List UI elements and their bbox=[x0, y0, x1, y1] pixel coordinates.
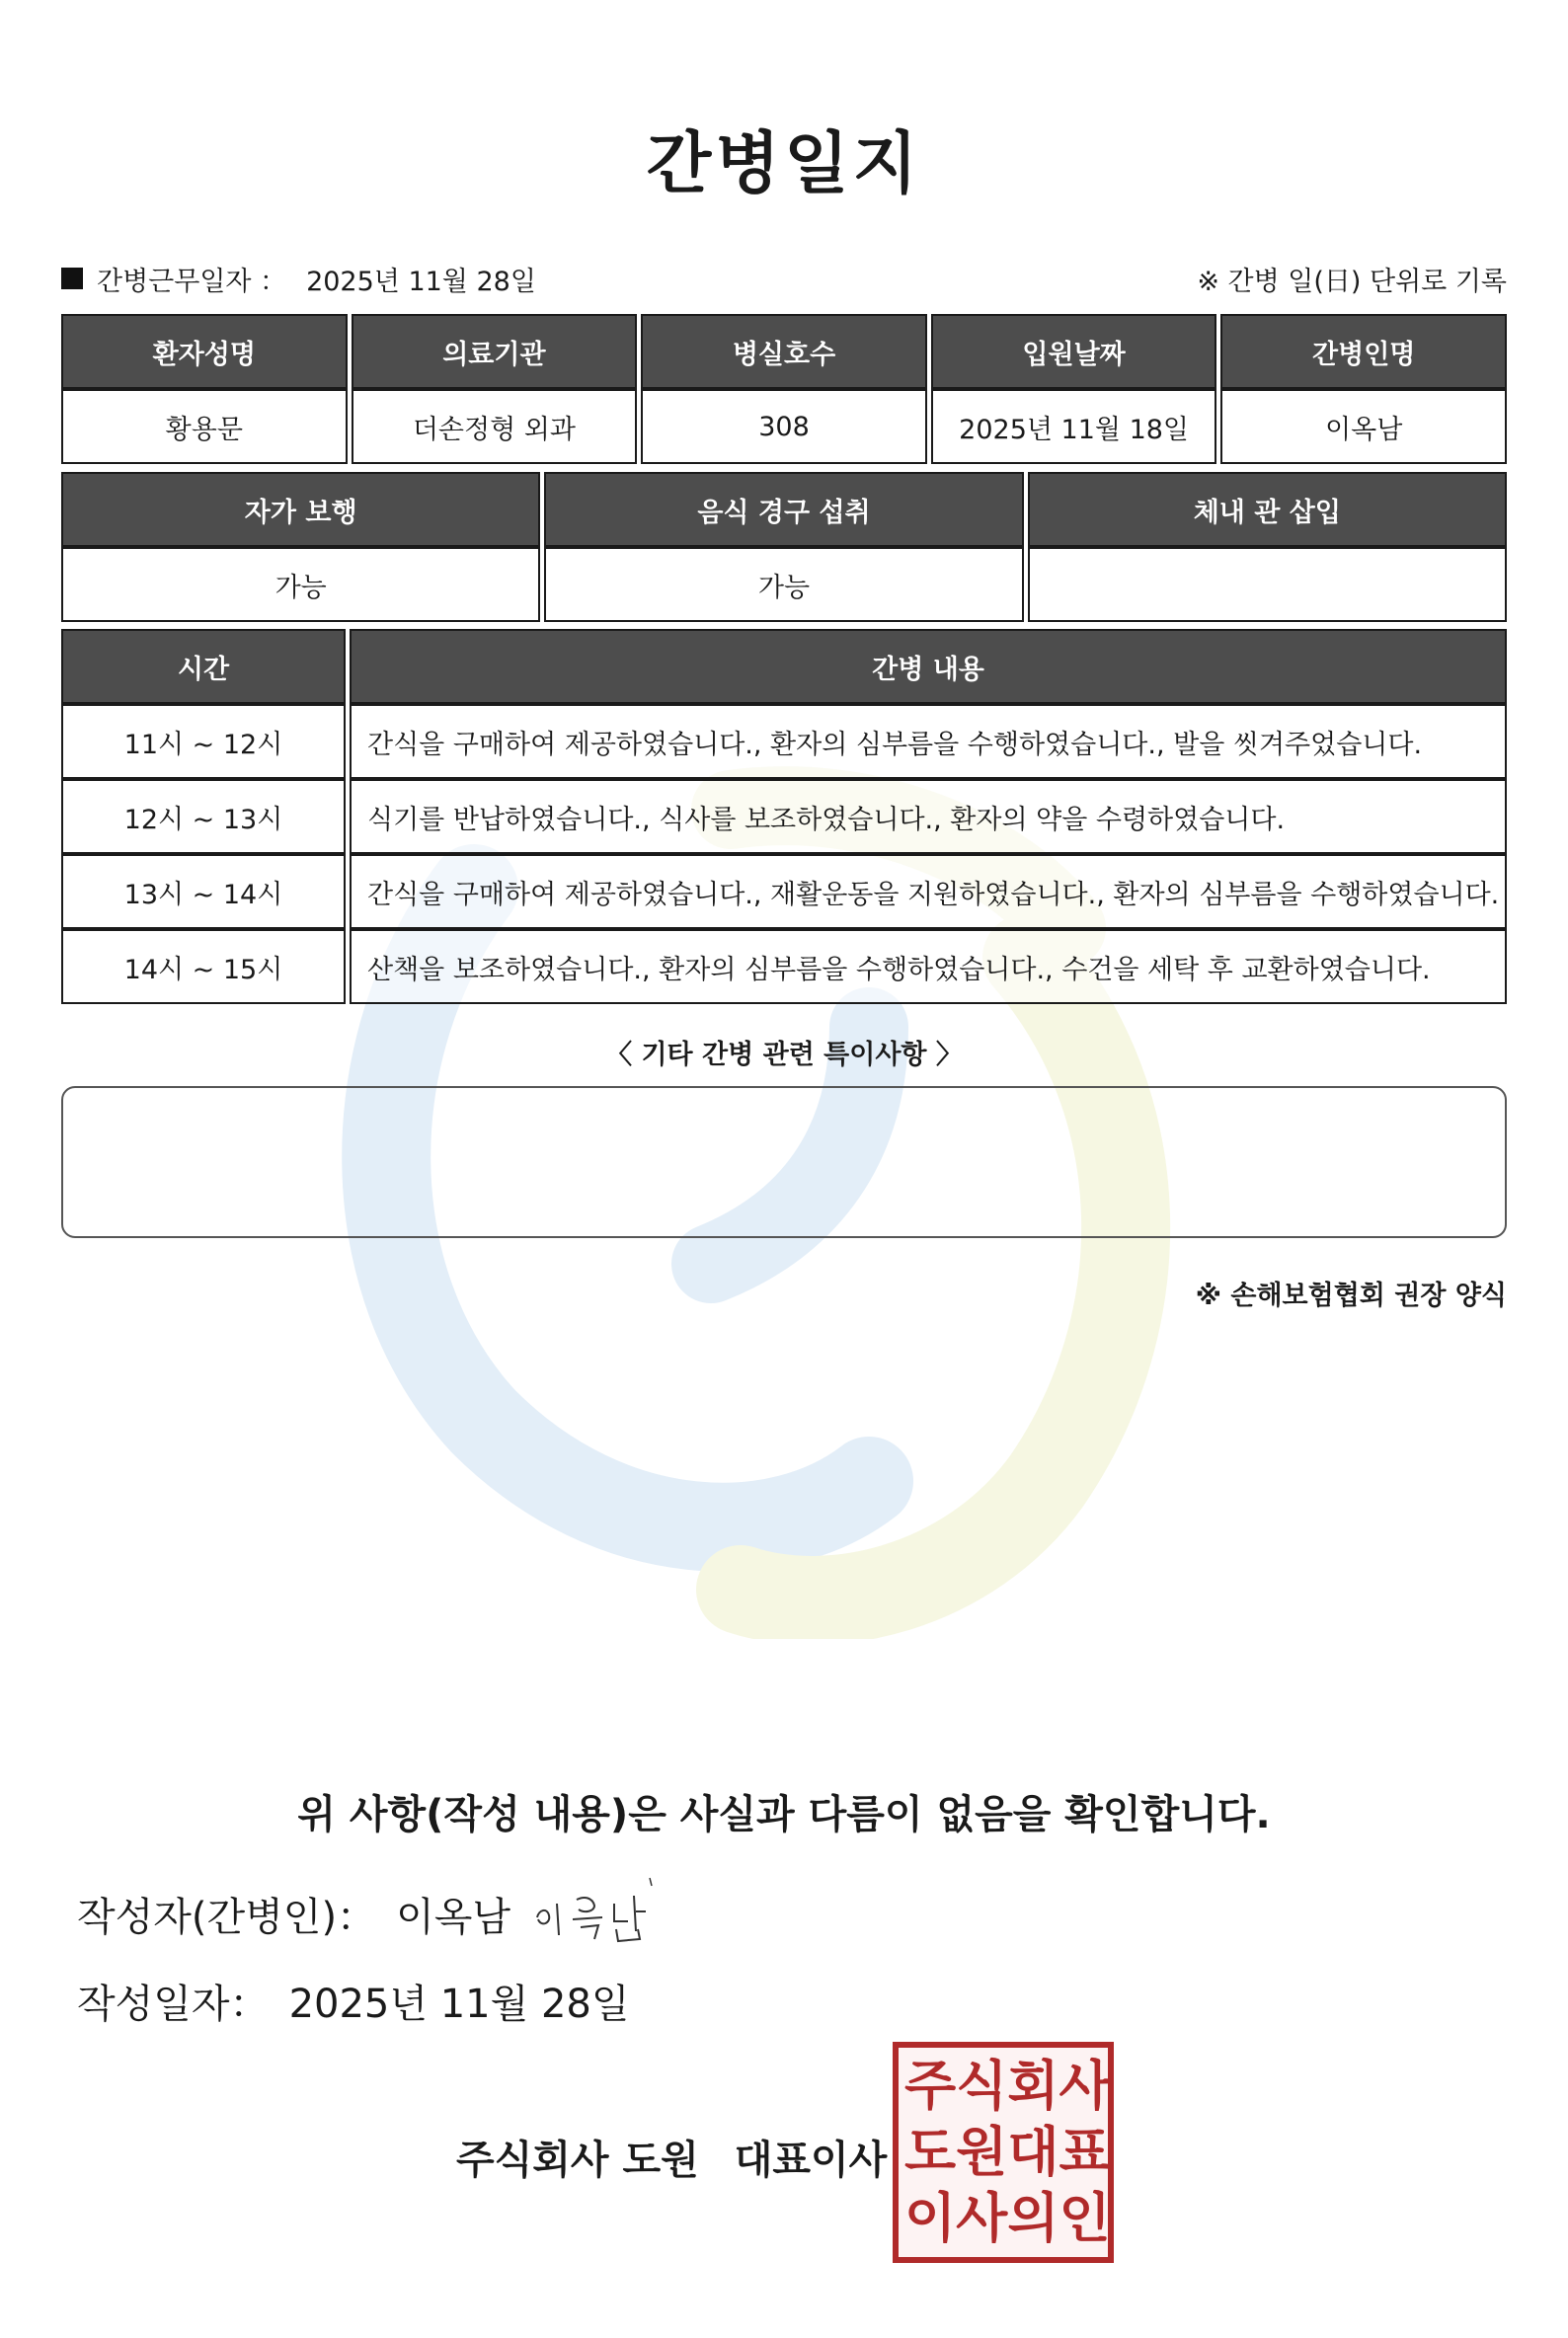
header-time: 시간 bbox=[61, 629, 346, 704]
handwritten-signature bbox=[529, 1874, 677, 1953]
work-date-value: 2025년 11월 28일 bbox=[306, 266, 536, 297]
care-row-time: 12시 ~ 13시 bbox=[61, 779, 346, 854]
work-date-label: 간병근무일자 ： bbox=[97, 266, 287, 297]
patient-status-table bbox=[61, 472, 1507, 622]
remarks-title: 〈 기타 간병 관련 특이사항 〉 bbox=[605, 1040, 963, 1070]
patient-name: 황용문 bbox=[61, 389, 348, 464]
hospital-name: 더손정형 외과 bbox=[352, 389, 638, 464]
company-name: 주식회사 도원 bbox=[456, 2138, 699, 2183]
writer-name: 이옥남 bbox=[396, 1895, 510, 1940]
company-seal bbox=[893, 2042, 1114, 2263]
caregiver-name: 이옥남 bbox=[1220, 389, 1507, 464]
seal-char: 원 bbox=[956, 2120, 1008, 2183]
admission-date: 2025년 11월 18일 bbox=[931, 389, 1217, 464]
care-row-content: 간식을 구매하여 제공하였습니다., 재활운동을 지원하였습니다., 환자의 심부름을 수행하였습니다. bbox=[350, 854, 1507, 929]
seal-char: 인 bbox=[1058, 2186, 1111, 2249]
tube-insertion-value bbox=[1028, 547, 1507, 622]
seal-char: 사 bbox=[956, 2186, 1008, 2249]
seal-char: 의 bbox=[1007, 2186, 1059, 2249]
unit-note: ※ 간병 일(日) 단위로 기록 bbox=[1197, 266, 1507, 297]
page-title: 간병일지 bbox=[646, 125, 922, 203]
header-caregiver-name: 간병인명 bbox=[1220, 314, 1507, 389]
header-tube-insertion: 체내 관 삽입 bbox=[1028, 472, 1507, 547]
header-oral-intake: 음식 경구 섭취 bbox=[544, 472, 1023, 547]
room-number: 308 bbox=[641, 389, 927, 464]
confirmation-statement: 위 사항(작성 내용)은 사실과 다름이 없음을 확인합니다. bbox=[297, 1792, 1271, 1837]
care-log-table bbox=[61, 629, 1507, 1004]
header-care-content: 간병 내용 bbox=[350, 629, 1507, 704]
written-date-row bbox=[77, 1973, 630, 2029]
header-self-walking: 자가 보행 bbox=[61, 472, 540, 547]
care-row-content: 간식을 구매하여 제공하였습니다., 환자의 심부름을 수행하였습니다., 발을 씻겨주었습니다. bbox=[350, 704, 1507, 779]
seal-char: 사 bbox=[1058, 2055, 1111, 2118]
patient-info-table bbox=[61, 314, 1507, 464]
square-bullet-icon bbox=[61, 268, 83, 289]
company-role: 대표이사 bbox=[734, 2138, 888, 2183]
care-row-content: 산책을 보조하였습니다., 환자의 심부름을 수행하였습니다., 수건을 세탁 후 교환하였습니다. bbox=[350, 929, 1507, 1004]
meta-row bbox=[61, 259, 1507, 298]
writer-row bbox=[77, 1886, 510, 1942]
company-line bbox=[456, 2129, 887, 2185]
header-room: 병실호수 bbox=[641, 314, 927, 389]
work-date bbox=[61, 260, 536, 298]
care-row-time: 11시 ~ 12시 bbox=[61, 704, 346, 779]
written-date-value: 2025년 11월 28일 bbox=[288, 1982, 630, 2027]
written-date-label: 작성일자： bbox=[77, 1982, 270, 2027]
care-row-content: 식기를 반납하였습니다., 식사를 보조하였습니다., 환자의 약을 수령하였습니다. bbox=[350, 779, 1507, 854]
writer-label: 작성자(간병인)： bbox=[77, 1895, 377, 1940]
seal-char: 대 bbox=[1007, 2120, 1059, 2183]
self-walking-value: 가능 bbox=[61, 547, 540, 622]
seal-char: 도 bbox=[904, 2120, 957, 2183]
header-patient-name: 환자성명 bbox=[61, 314, 348, 389]
seal-char: 회 bbox=[1007, 2055, 1059, 2118]
header-hospital: 의료기관 bbox=[352, 314, 638, 389]
seal-char: 표 bbox=[1058, 2120, 1111, 2183]
seal-char: 주 bbox=[904, 2055, 957, 2118]
header-admission-date: 입원날짜 bbox=[931, 314, 1217, 389]
care-row-time: 14시 ~ 15시 bbox=[61, 929, 346, 1004]
care-row-time: 13시 ~ 14시 bbox=[61, 854, 346, 929]
remarks-box bbox=[61, 1086, 1507, 1238]
oral-intake-value: 가능 bbox=[544, 547, 1023, 622]
seal-char: 식 bbox=[956, 2055, 1008, 2118]
recommend-note: ※ 손해보험협회 권장 양식 bbox=[1195, 1281, 1507, 1311]
seal-char: 이 bbox=[904, 2186, 957, 2249]
